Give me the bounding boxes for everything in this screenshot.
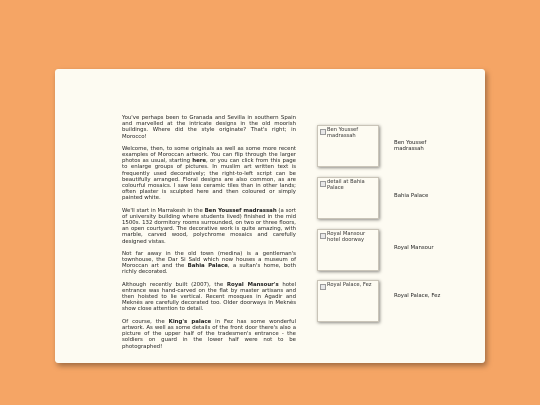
caption-royal-palace-fez: Royal Palace, Fez bbox=[394, 293, 441, 299]
bahia-text-cont: , a sultan's home, both richly decorated. bbox=[122, 263, 296, 276]
paragraph-marrakesh bbox=[122, 208, 296, 245]
paragraph-bahia bbox=[122, 251, 296, 276]
bahia-palace-bold: Bahia Palace bbox=[187, 263, 228, 270]
thumbnail-alt-text: Ben Youssef madrassah bbox=[327, 127, 359, 139]
kings-palace-bold: King's palace bbox=[168, 318, 212, 325]
marrakesh-text-cont: (a sort of university building where students lived) finished in the mid 1500s. 132 dormitory rooms surrounded, on two or three floors, an open courtyard. The decorative work is quite amazing, with marble, carved wood, polychrome mosaics and carefully designed vistas. bbox=[122, 207, 297, 245]
welcome-text-cont: , or you can click from this page to enlarge groups of pictures. In muslim art written text is frequently used decoratively; the right-to-left script can be beautifully arranged. Floral designs are also common, as are colourful mosaics. I saw less ceramic tiles than in other lands; often plaster is sculpted here and then coloured or simply painted white. bbox=[122, 158, 296, 202]
thumbnail-royal-palace-fez[interactable] bbox=[317, 280, 379, 322]
welcome-text: Welcome, then, to some originals as well as some more recent examples of Moroccan artwork. You can flip through the larger photos as usual, starting bbox=[122, 145, 296, 165]
caption-royal-mansour: Royal Mansour bbox=[394, 245, 434, 251]
caption-ben-youssef: Ben Youssef madrassah bbox=[394, 140, 427, 153]
paragraph-welcome bbox=[122, 146, 296, 202]
thumbnail-alt-text: detail at Bahia Palace bbox=[327, 179, 365, 191]
broken-image-icon bbox=[320, 181, 326, 187]
broken-image bbox=[320, 283, 372, 290]
article-text bbox=[122, 115, 296, 356]
caption-bahia-palace: Bahia Palace bbox=[394, 193, 429, 199]
palace-text: Of course, the bbox=[122, 318, 169, 325]
broken-image bbox=[320, 180, 378, 192]
mansour-text: Although recently built (2007), the bbox=[122, 281, 227, 288]
broken-image-icon bbox=[320, 233, 326, 239]
thumbnail-alt-text: Royal Mansour hotel doorway bbox=[327, 231, 366, 243]
thumbnail-alt-text: Royal Palace, Fez bbox=[327, 282, 372, 288]
ben-youssef-bold: Ben Youssef madrassah bbox=[204, 207, 277, 214]
bahia-text: Not far away in the old town (medina) is a gentleman's townhouse, the Dar Si Saïd which now houses a museum of Moroccan art and the bbox=[122, 250, 296, 270]
start-here-link[interactable]: here bbox=[192, 158, 207, 165]
content-card bbox=[55, 69, 485, 363]
thumbnail-ben-youssef[interactable] bbox=[317, 125, 379, 167]
royal-mansour-bold: Royal Mansour's bbox=[226, 281, 279, 288]
broken-image bbox=[320, 232, 378, 244]
broken-image bbox=[320, 128, 378, 140]
mansour-text-cont: hotel entrance was hand-carved on the flat by master artisans and then hoisted to lie vertical. Recent mosques in Agadir and Meknès are carefully decorated too. Older doorways in Meknès show close attention to detail. bbox=[122, 281, 296, 313]
marrakesh-text: We'll start in Marrakesh in the bbox=[122, 207, 205, 214]
paragraph-kings-palace bbox=[122, 319, 296, 350]
paragraph-royal-mansour bbox=[122, 282, 296, 313]
thumbnail-royal-mansour[interactable] bbox=[317, 229, 379, 271]
thumbnail-bahia-palace[interactable] bbox=[317, 177, 379, 219]
broken-image-icon bbox=[320, 284, 326, 290]
broken-image-icon bbox=[320, 129, 326, 135]
paragraph-intro bbox=[122, 115, 296, 140]
intro-text: You've perhaps been to Granada and Sevilla in southern Spain and marvelled at the intricate designs in the old moorish buildings. Where did the style originate? That's right; in Morocco! bbox=[122, 115, 296, 140]
palace-text-cont: in Fez has some wonderful artwork. As well as some details of the front door there's also a picture of the upper half of the tradesmen's entrance - the soldiers on guard in the lower half were not to be photographed! bbox=[122, 318, 296, 350]
